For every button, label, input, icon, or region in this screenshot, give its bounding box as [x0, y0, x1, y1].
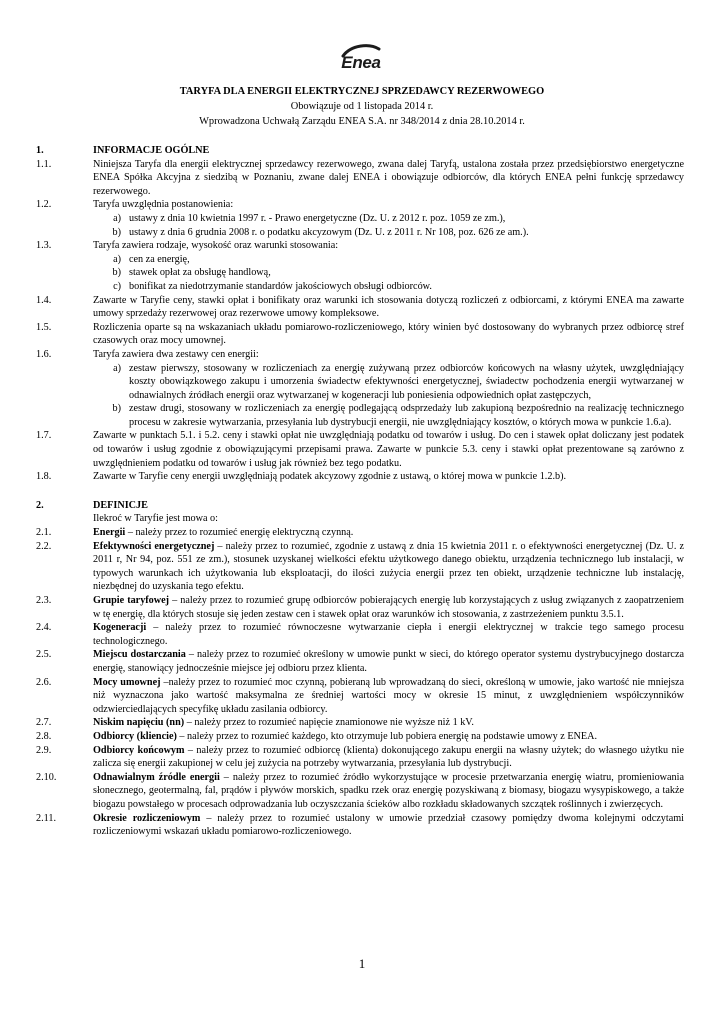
paragraph-number: 1.3.: [36, 240, 52, 252]
paragraph-number: 1.5.: [36, 321, 52, 333]
list-marker: b): [112, 403, 121, 415]
list-item: [93, 253, 684, 267]
valid-from: Obowiązuje od 1 listopada 2014 r.: [290, 101, 434, 112]
paragraph-number: 2.4.: [36, 622, 52, 634]
definition-2-10: [36, 771, 684, 812]
list-marker: a): [113, 212, 121, 224]
paragraph-number: 2.6.: [36, 676, 52, 688]
paragraph-number: 1.1.: [36, 158, 52, 170]
page-number: 1: [358, 956, 366, 971]
paragraph-1-4: [36, 294, 684, 321]
list-text: cen za energię,: [129, 253, 190, 265]
paragraph-number: 2.2.: [36, 540, 52, 552]
list-text: zestaw pierwszy, stosowany w rozliczeniach za energię zużywaną przez odbiorców końcowych na własny użytek, uwzględniający koszty obowiązkowego zakupu i umorzenia świadectw efektywności energetycznej, świadectw pochodzenia energii wytwarzanej w odnawialnych źródłach energii oraz wytwarzanej w kogeneracji lub poniesienia odpowiednich opłat zastępczych,: [129, 362, 684, 401]
definition-term: Grupie taryfowej: [93, 595, 170, 606]
paragraph-number: 2.10.: [36, 771, 57, 783]
document-title: TARYFA DLA ENERGII ELEKTRYCZNEJ SPRZEDAWCY REZERWOWEGO: [179, 86, 545, 97]
definition-2-9: [36, 744, 684, 771]
paragraph-1-6: [36, 348, 684, 430]
paragraph-number: 2.7.: [36, 717, 52, 729]
definition-2-8: [36, 730, 684, 744]
introduced-by: Wprowadzona Uchwałą Zarządu ENEA S.A. nr 348/2014 z dnia 28.10.2014 r.: [199, 116, 525, 127]
enea-logo-text: Enea: [341, 53, 381, 72]
list-text: ustawy z dnia 6 grudnia 2008 r. o podatku akcyzowym (Dz. U. z 2011 r. Nr 108, poz. 626 ze am.).: [129, 226, 529, 238]
paragraph-text: Niniejsza Taryfa dla energii elektrycznej sprzedawcy rezerwowego, zwana dalej Taryfą, ustalona została przez przedsiębiorstwo energetyczne ENEA Spółka Akcyjna z siedzibą w Poznaniu, zwane dalej ENEA i obowiązuje odbiorców, dla których ENEA pełni funkcję sprzedawcy rezerwowego.: [93, 158, 684, 197]
paragraph-text: Taryfa zawiera rodzaje, wysokość oraz warunki stosowania:: [93, 240, 339, 252]
section-2-heading: [36, 499, 684, 513]
document-body: [36, 142, 684, 839]
definition-2-11: [36, 812, 684, 839]
section-2-intro: [36, 512, 684, 526]
paragraph-number: 2.9.: [36, 744, 52, 756]
paragraph-number: 2.11.: [36, 812, 56, 824]
definition-2-4: [36, 621, 684, 648]
paragraph-text: Rozliczenia oparte są na wskazaniach układu pomiarowo-rozliczeniowego, który winien być dostosowany do wybranych przez odbiorcę stref czasowych oraz mocy umownej.: [93, 321, 684, 347]
definition-term: Kogeneracji: [93, 622, 147, 634]
list-item: [93, 402, 684, 429]
paragraph-number: 1.7.: [36, 430, 52, 442]
list-item: [93, 226, 684, 240]
list-text: zestaw drugi, stosowany w rozliczeniach za energię podlegającą odsprzedaży lub zakupioną bezpośrednio na realizację technicznego procesu w zakresie wytwarzania, przesyłania lub dystrybucji energii, nie uwzględniający kosztów, o których mowa w punkcie 1.6.a).: [129, 403, 684, 428]
definition-2-3: [36, 594, 684, 621]
paragraph-number: 1.8.: [36, 471, 52, 483]
definition-text: – należy przez to rozumieć ustalony w umowie przedział czasowy pomiędzy dwoma kolejnymi odczytami rozliczeniowymi wskazań układu pomiarowo-rozliczeniowego.: [93, 812, 684, 838]
paragraph-number: 2.5.: [36, 649, 52, 661]
paragraph-1-7: [36, 429, 684, 470]
definition-2-1: [36, 526, 684, 540]
definition-2-7: [36, 716, 684, 730]
definition-text: – należy przez to rozumieć napięcie znamionowe nie wyższe niż 1 kV.: [184, 717, 474, 729]
list-text: stawek opłat za obsługę handlową,: [129, 267, 271, 279]
list-marker: b): [112, 267, 121, 279]
list-text: ustawy z dnia 10 kwietnia 1997 r. - Prawo energetyczne (Dz. U. z 2012 r. poz. 1059 ze zm.),: [129, 212, 506, 224]
paragraph-1-8: [36, 470, 684, 484]
definition-text: – należy przez to rozumieć grupę odbiorców pobierających energię lub korzystających z usług związanych z zaopatrzeniem w tę energię, dla których stosuje się jeden zestaw cen i stawek opłat oraz warunków ich stosowania, z zastrzeżeniem punktu 3.5.1.: [93, 595, 684, 620]
list-marker: b): [112, 226, 121, 238]
list-marker: a): [113, 253, 121, 265]
list-item: [93, 266, 684, 280]
paragraph-number: 1.2.: [36, 199, 52, 211]
definition-term: Odbiorcy (kliencie): [93, 730, 177, 742]
section-title: DEFINICJE: [93, 499, 148, 511]
definition-2-5: [36, 648, 684, 675]
paragraph-1-1: [36, 158, 684, 199]
paragraph-number: 2.8.: [36, 730, 52, 742]
paragraph-1-3: [36, 239, 684, 293]
paragraph-number: 2.1.: [36, 527, 52, 539]
definition-term: Odnawialnym źródle energii: [93, 771, 220, 783]
list-text: bonifikat za niedotrzymanie standardów jakościowych obsługi odbiorców.: [129, 280, 432, 292]
paragraph-text: Zawarte w Taryfie ceny, stawki opłat i bonifikaty oraz warunki ich stosowania dotyczą rozliczeń z odbiorcami, z którymi ENEA ma zawarte umowy sprzedaży rezerwowej oraz rezerwowe umowy kompleksowe.: [93, 294, 684, 320]
definition-text: – należy przez to rozumieć, zgodnie z ustawą z dnia 15 kwietnia 2011 r. o efektywności energetycznej (Dz. U. z 2011 r, Nr 94, poz. 551 ze zm.), stosunek uzyskanej wielkości efektu użytkowego danego obiektu, urządzenia technicznego lub instalacji, w typowych warunkach ich użytkowania lub eksploatacji, do ilości zużycia energii przez ten obiekt, urządzenie techniczne lub instalację, niezbędnej do uzyskania tego efektu.: [93, 540, 684, 593]
enea-logo: [331, 44, 391, 78]
paragraph-text: Zawarte w Taryfie ceny energii uwzględniają podatek akcyzowy zgodnie z ustawą, o której mowa w punkcie 1.2.b).: [93, 471, 567, 483]
section-1-heading: [36, 144, 684, 158]
definition-term: Niskim napięciu (nn): [93, 717, 185, 729]
paragraph-number: 1.6.: [36, 348, 52, 360]
definition-term: Efektywności energetycznej: [93, 540, 215, 552]
list-marker: a): [113, 362, 121, 374]
paragraph-1-2: [36, 198, 684, 239]
definition-term: Mocy umownej: [93, 676, 161, 688]
definition-term: Miejscu dostarczania: [93, 649, 186, 661]
definition-text: – należy przez to rozumieć równoczesne wytwarzanie ciepła i energii elektrycznej w trakcie tego samego procesu technologicznego.: [93, 622, 684, 647]
list-item: [93, 212, 684, 226]
paragraph-text: Taryfa uwzględnia postanowienia:: [93, 199, 234, 211]
section-number: 1.: [36, 145, 44, 156]
intro-text: Ilekroć w Taryfie jest mowa o:: [93, 513, 218, 525]
definition-text: – należy przez to rozumieć odbiorcę (klienta) dokonującego zakupu energii na własny użytek; do własnego użytku nie zalicza się energii zakupionej w celu jej zużycia na potrzeby wytwarzania, przesyłania lub dystrybucji.: [93, 744, 684, 770]
list-marker: c): [113, 280, 121, 292]
paragraph-1-5: [36, 321, 684, 348]
paragraph-text: Taryfa zawiera dwa zestawy cen energii:: [93, 348, 259, 360]
definition-text: – należy przez to rozumieć każdego, kto otrzymuje lub pobiera energię na podstawie umowy z ENEA.: [176, 730, 598, 742]
definition-text: –należy przez to rozumieć moc czynną, pobieraną lub wprowadzaną do sieci, określoną w umowie, jako wartość nie mniejsza niż wyznaczona jako wartość maksymalna ze średniej wartości mocy w okresie 15 minut, z uwzględnieniem współczynników odzwierciedlających specyfikę układu zasilania odbiorcy.: [93, 676, 685, 715]
list-item: [93, 362, 684, 403]
list-item: [93, 280, 684, 294]
definition-text: – należy przez to rozumieć źródło wykorzystujące w procesie przetwarzania energię wiatru, promieniowania słonecznego, geotermalną, fal, prądów i pływów morskich, spadku rzek oraz energię pozyskiwaną z biomasy, biogazu wysypiskowego, a także biogazu powstałego w procesach odprowadzania lub oczyszczania ścieków albo rozkładu składowanych szczątek roślinnych i zwierzęcych.: [93, 771, 684, 810]
definition-2-2: [36, 540, 684, 594]
section-title: INFORMACJE OGÓLNE: [93, 145, 210, 156]
definition-term: Energii: [93, 527, 126, 539]
definition-text: – należy przez to rozumieć określony w umowie punkt w sieci, do którego operator systemu dystrybucyjnego dostarcza energię, stanowiący jednocześnie miejsce jej odbioru przez klienta.: [93, 649, 684, 674]
definition-term: Okresie rozliczeniowym: [93, 812, 201, 824]
definition-term: Odbiorcy końcowym: [93, 744, 185, 756]
paragraph-number: 1.4.: [36, 294, 52, 306]
section-number: 2.: [36, 499, 44, 511]
paragraph-number: 2.3.: [36, 595, 52, 606]
definition-2-6: [36, 676, 684, 717]
definition-text: – należy przez to rozumieć energię elektryczną czynną.: [125, 527, 354, 539]
paragraph-text: Zawarte w punktach 5.1. i 5.2. ceny i stawki opłat nie uwzględniają podatku od towarów i usług. Do cen i stawek opłat doliczany jest podatek od towarów i usług zgodnie z obowiązującymi przepisami prawa. Zawarte w punkcie 5.3. ceny i stawki opłat prezentowane są zarówno z uwzględnieniem podatku od towarów i usług jak również bez tego podatku.: [93, 430, 684, 469]
